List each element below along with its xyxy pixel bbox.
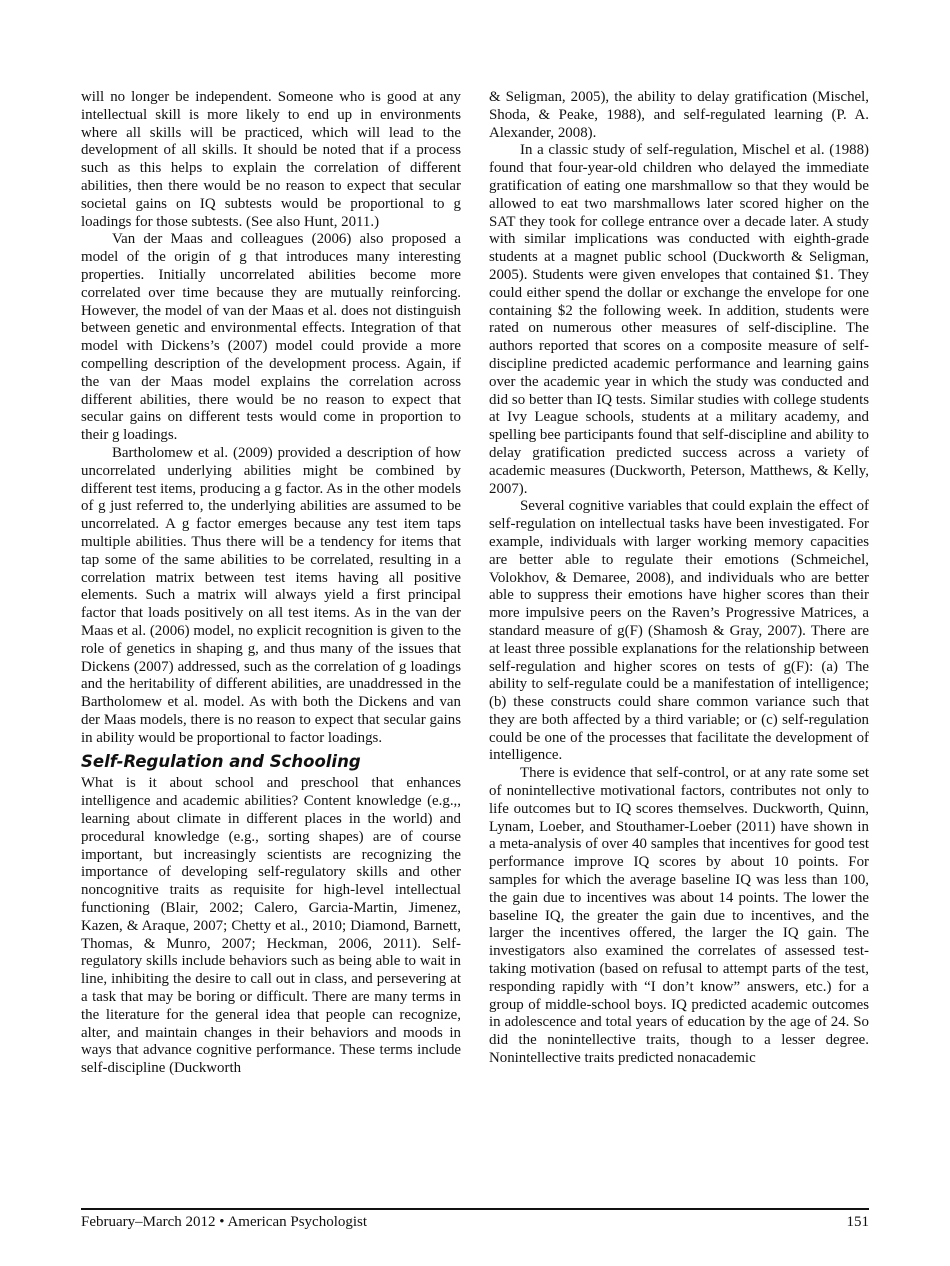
footer-rule [81, 1208, 869, 1210]
paragraph: Bartholomew et al. (2009) provided a description of how uncorrelated underlying abilities might be combined by different test items, producing a g factor. As in the other models of g just referred to, the underlying abilities are assumed to be uncorrelated. A g factor emerges because any test item taps multiple abilities. Thus there will be a tendency for items that tap some of the same abilities to be correlated, resulting in a correlation matrix between test items having all positive elements. Such a matrix will always yield a first principal factor that loads positively on all test items. As in the van der Maas et al. (2006) model, no explicit recognition is given to the role of genetics in shaping g, and thus many of the issues that Dickens (2007) addressed, such as the correlation of g loadings and the heritability of different abilities, are unaddressed in the Bartholomew et al. model. As with both the Dickens and van der Maas models, there is no reason to expect that secular gains in ability would be proportional to factor loadings. [81, 444, 461, 746]
section-heading: Self-Regulation and Schooling [81, 752, 361, 772]
paragraph: will no longer be independent. Someone who is good at any intellectual skill is more likely to end up in environments where all skills will be practiced, which will lead to the development of all skills. It should be noted that if a process such as this helps to explain the correlation of different abilities, then there would be no reason to expect that secular societal gains on IQ subtests would be proportional to g loadings for those subtests. (See also Hunt, 2011.) [81, 89, 461, 230]
paragraph: In a classic study of self-regulation, Mischel et al. (1988) found that four-year-old children who delayed the immediate gratification of eating one marshmallow so that they would be allowed to eat two marshmallows later scored higher on the SAT they took for college entrance over a decade later. A study with similar implications was conducted with eighth-grade students at a magnet public school (Duckworth & Seligman, 2005). Students were given envelopes that contained $1. They could either spend the dollar or exchange the envelope for one containing $2 the following week. In addition, students were rated on numerous other measures of self-discipline. The authors reported that scores on a composite measure of self-discipline predicted academic performance and learning gains over the academic year in which the study was conducted and did so better than IQ tests. Similar studies with college students at Ivy League schools, students at a military academy, and spelling bee participants found that self-discipline and ability to delay gratification predicted success across a variety of academic measures (Duckworth, Peterson, Matthews, & Kelly, 2007). [489, 142, 869, 497]
footer-journal: February–March 2012 • American Psychologist [81, 1214, 368, 1230]
right-column [489, 89, 869, 1068]
paragraph: What is it about school and preschool that enhances intelligence and academic abilities? Content knowledge (e.g.,, learning about climate in different places in the world) and procedural knowledge (e.g., sorting shapes) are of course important, but increasingly scientists are recognizing the importance of developing self-regulatory skills and other noncognitive traits as requisite for high-level intellectual functioning (Blair, 2002; Calero, Garcia-Martin, Jimenez, Kazen, & Araque, 2007; Chetty et al., 2010; Diamond, Barnett, Thomas, & Munro, 2007; Heckman, 2006, 2011). Self-regulatory skills include behaviors such as being able to wait in line, inhibiting the desire to call out in class, and persevering at a task that may be boring or difficult. There are many terms in the literature for the general idea that people can recognize, alter, and maintain changes in their behaviors and moods in ways that advance cognitive performance. These terms include self-discipline (Duckworth [81, 775, 461, 1077]
left-column [81, 89, 461, 1078]
page-number: 151 [846, 1214, 869, 1230]
paragraph: There is evidence that self-control, or at any rate some set of nonintellective motivational factors, contributes not only to life outcomes but to IQ scores themselves. Duckworth, Quinn, Lynam, Loeber, and Stouthamer-Loeber (2011) have shown in a meta-analysis of over 40 samples that incentives for good test performance improve IQ scores by about 10 points. For samples for which the average baseline IQ was less than 100, the gain due to incentives was about 14 points. The lower the baseline IQ, the greater the gain due to incentives, and the larger the incentives offered, the larger the IQ gain. The investigators also examined the correlates of assessed test-taking motivation (based on refusal to attempt parts of the test, responding rapidly with “I don’t know” answers, etc.) for a group of middle-school boys. IQ predicted academic outcomes in adolescence and total years of education by the age of 24. So did the nonintellective traits, though to a lesser degree. Nonintellective traits predicted nonacademic [489, 765, 869, 1067]
paragraph: & Seligman, 2005), the ability to delay gratification (Mischel, Shoda, & Peake, 1988), and self-regulated learning (P. A. Alexander, 2008). [489, 89, 869, 141]
paragraph: Several cognitive variables that could explain the effect of self-regulation on intellectual tasks have been investigated. For example, individuals with larger working memory capacities are better able to regulate their emotions (Schmeichel, Volokhov, & Demaree, 2008), and individuals who are better able to suppress their emotions have higher scores than their more impulsive peers on the Raven’s Progressive Matrices, a standard measure of g(F) (Shamosh & Gray, 2007). There are at least three possible explanations for the relationship between self-regulation and higher scores on tests of g(F): (a) The ability to self-regulate could be a manifestation of intelligence; (b) these constructs could share common variance such that they are both affected by a third variable; or (c) self-regulation could be one of the processes that facilitate the development of intelligence. [489, 498, 869, 764]
paragraph: Van der Maas and colleagues (2006) also proposed a model of the origin of g that introduces many interesting properties. Initially uncorrelated abilities become more correlated over time because they are mutually reinforcing. However, the model of van der Maas et al. does not distinguish between genetic and environmental effects. Integration of that model with Dickens’s (2007) model could provide a more compelling description of the development process. Again, if the van der Maas model explains the correlation across different abilities, there would be no reason to expect that secular gains on different tests would come in proportion to their g loadings. [81, 231, 461, 444]
